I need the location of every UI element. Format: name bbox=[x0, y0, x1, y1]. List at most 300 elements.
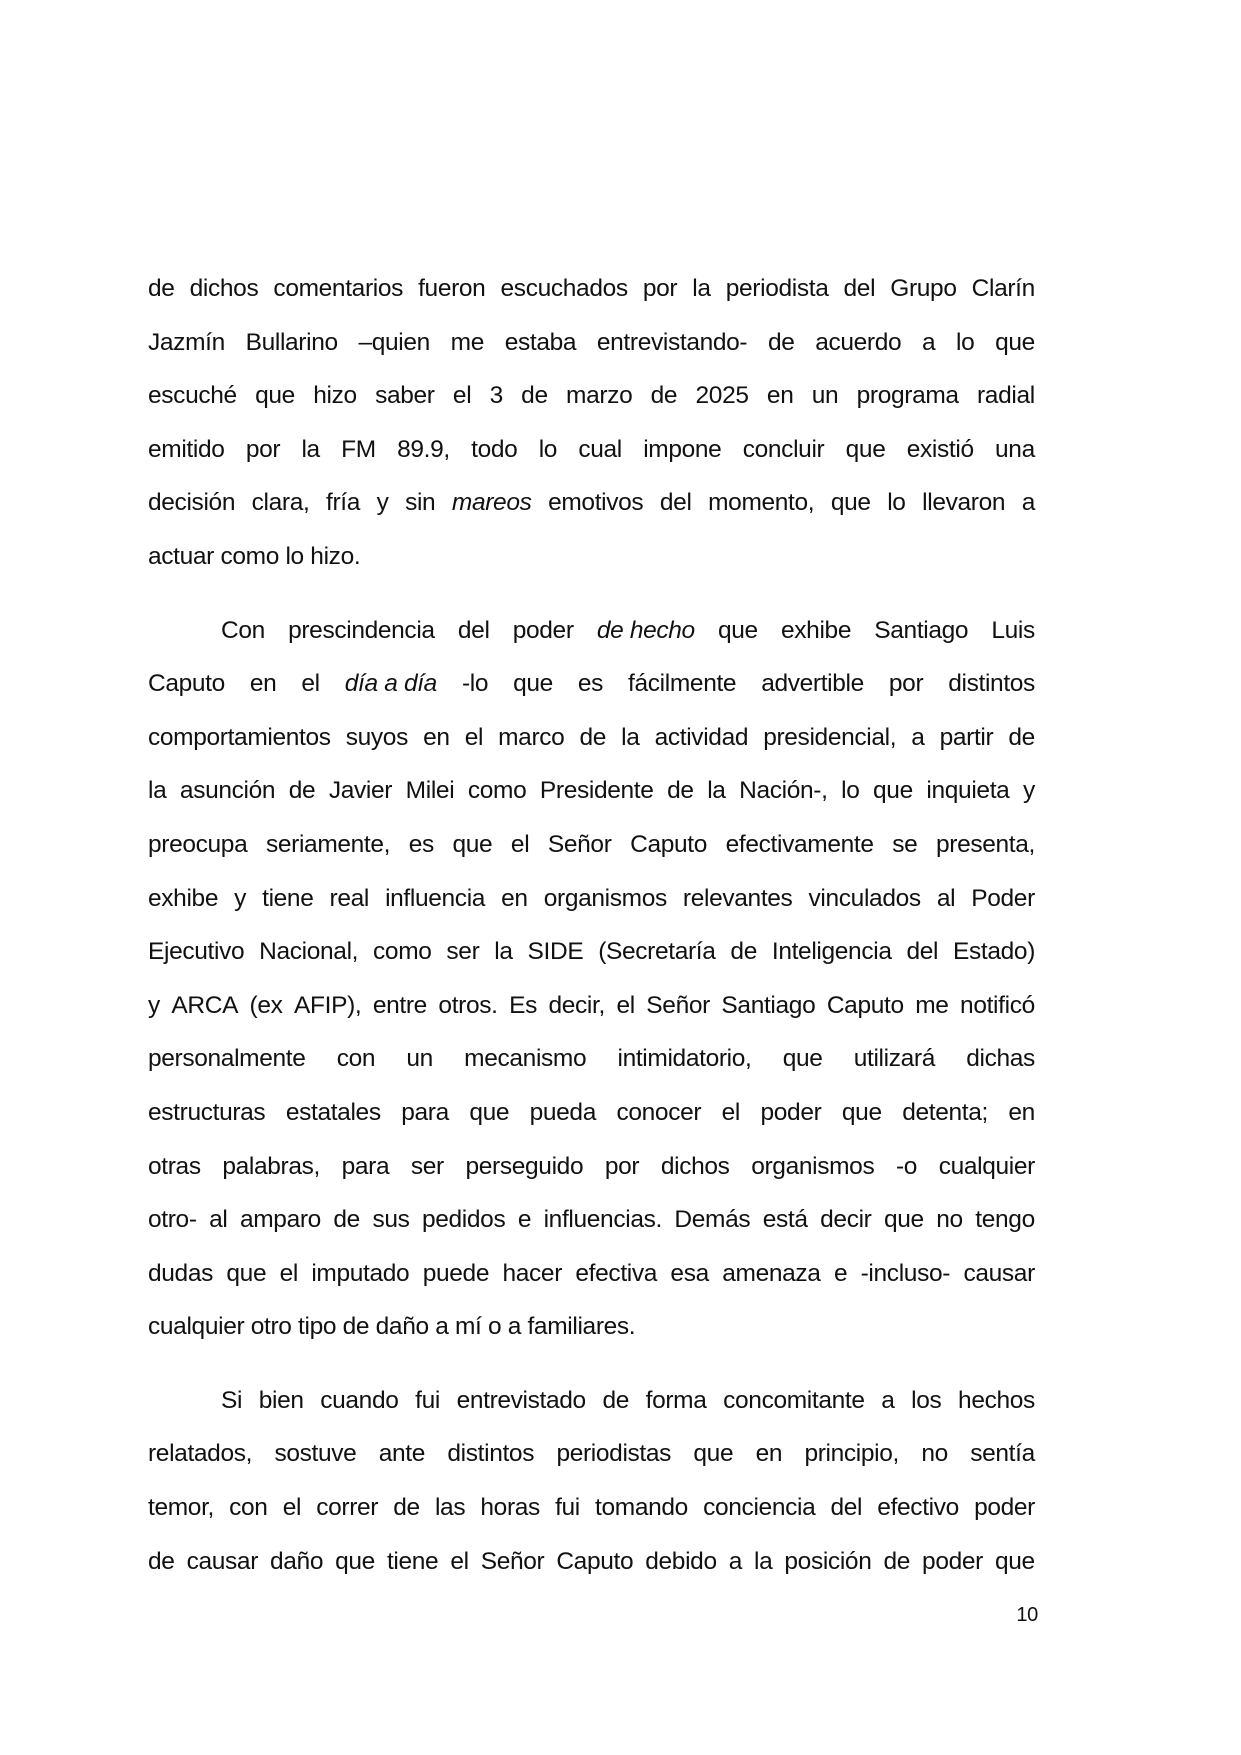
word: esa bbox=[670, 1259, 709, 1287]
word: con bbox=[336, 1045, 376, 1073]
word: que bbox=[883, 1206, 924, 1234]
word: de bbox=[730, 938, 757, 966]
word: –quien bbox=[358, 328, 430, 356]
word: Demás bbox=[674, 1206, 751, 1234]
word: me bbox=[915, 991, 949, 1019]
word: prescindencia bbox=[288, 616, 435, 644]
word: ante bbox=[378, 1440, 426, 1468]
word: que bbox=[226, 1259, 267, 1287]
word: de bbox=[602, 1386, 630, 1414]
word: las bbox=[434, 1494, 466, 1522]
word: para bbox=[341, 1152, 390, 1180]
word: exhibe bbox=[148, 884, 219, 912]
word: dudas bbox=[148, 1259, 214, 1287]
word: que bbox=[994, 1547, 1035, 1575]
word: sentía bbox=[970, 1440, 1035, 1468]
word: entre bbox=[372, 991, 427, 1019]
word: en bbox=[423, 723, 450, 751]
word: el bbox=[279, 1259, 298, 1287]
word: distintos bbox=[447, 1440, 535, 1468]
word: real bbox=[329, 884, 370, 912]
word: efectivo bbox=[877, 1494, 959, 1522]
word: Estado) bbox=[953, 938, 1035, 966]
word: 2025 bbox=[695, 382, 749, 410]
text-line bbox=[148, 1140, 1035, 1194]
word: sin bbox=[405, 489, 436, 517]
document-body bbox=[148, 262, 1035, 1588]
word: dichos bbox=[189, 275, 259, 302]
word: de bbox=[288, 777, 316, 805]
word: por bbox=[888, 670, 924, 698]
word: temor, bbox=[148, 1494, 214, 1522]
word: escuchados bbox=[500, 275, 628, 302]
word: la bbox=[692, 275, 711, 302]
word: de bbox=[650, 382, 678, 410]
text-line bbox=[148, 925, 1035, 979]
word: hizo. bbox=[310, 542, 361, 570]
word: en bbox=[501, 884, 528, 912]
word: el bbox=[452, 382, 472, 410]
text-line bbox=[148, 476, 1035, 530]
text-line bbox=[148, 1086, 1035, 1140]
text-line bbox=[148, 530, 1035, 584]
word: hacer bbox=[502, 1259, 563, 1287]
word: estaba bbox=[504, 328, 577, 356]
text-line bbox=[148, 1535, 1035, 1589]
word: cual bbox=[578, 435, 622, 463]
word: con bbox=[229, 1494, 268, 1522]
word: Caputo bbox=[148, 670, 225, 698]
word: sostuve bbox=[274, 1440, 357, 1468]
word: la bbox=[621, 723, 640, 751]
paragraph-gap bbox=[148, 1354, 1035, 1374]
word: y bbox=[148, 991, 160, 1019]
word: conciencia bbox=[703, 1494, 816, 1522]
word: otro bbox=[250, 1313, 292, 1341]
word: sus bbox=[372, 1206, 410, 1234]
word: Santiago bbox=[874, 616, 969, 644]
word: el bbox=[510, 830, 530, 858]
word: está bbox=[762, 1206, 808, 1234]
word: comportamientos bbox=[148, 723, 331, 751]
word: programa bbox=[856, 382, 959, 410]
word: bien bbox=[258, 1386, 304, 1414]
word: poder bbox=[974, 1494, 1035, 1522]
word: la bbox=[494, 938, 513, 966]
text-line bbox=[148, 764, 1035, 818]
word: utilizará bbox=[853, 1045, 935, 1073]
word: tiene bbox=[386, 1547, 439, 1575]
word: otros. bbox=[438, 991, 498, 1019]
emphasized-word: mareos bbox=[451, 489, 532, 517]
word: a bbox=[507, 1313, 521, 1341]
word: que bbox=[452, 830, 493, 858]
word: de bbox=[883, 1547, 911, 1575]
word: palabras, bbox=[222, 1152, 320, 1180]
word: exhibe bbox=[781, 616, 852, 644]
word: de bbox=[333, 1206, 360, 1234]
word: distintos bbox=[948, 670, 1035, 698]
emphasized-word: día a día bbox=[344, 670, 437, 698]
word: de bbox=[667, 777, 694, 805]
word: es bbox=[408, 830, 434, 858]
word: por bbox=[245, 435, 281, 463]
word: efectiva bbox=[575, 1259, 658, 1287]
word: vinculados bbox=[808, 884, 921, 912]
word: Poder bbox=[971, 884, 1035, 912]
word: relatados, bbox=[148, 1440, 253, 1468]
word: Grupo bbox=[890, 275, 957, 302]
word: para bbox=[401, 1098, 449, 1126]
word: causar bbox=[186, 1547, 258, 1575]
word: debido bbox=[645, 1547, 717, 1575]
word: Luis bbox=[991, 616, 1035, 644]
emphasized-word: de hecho bbox=[596, 616, 695, 644]
word: 3 bbox=[489, 382, 503, 410]
word: hechos bbox=[958, 1386, 1035, 1414]
word: decir bbox=[820, 1206, 872, 1234]
word: la bbox=[754, 1547, 773, 1575]
word: Caputo bbox=[630, 830, 708, 858]
word: conocer bbox=[616, 1098, 702, 1126]
word: a bbox=[728, 1547, 743, 1575]
word: todo bbox=[471, 435, 518, 463]
paragraph-gap bbox=[148, 584, 1035, 604]
word: el bbox=[282, 1494, 302, 1522]
word: e bbox=[833, 1259, 848, 1287]
word: cualquier bbox=[148, 1313, 245, 1341]
word: periodistas bbox=[556, 1440, 672, 1468]
text-line bbox=[148, 979, 1035, 1033]
word: es bbox=[577, 670, 604, 698]
word: que bbox=[513, 670, 553, 698]
word: mí bbox=[454, 1313, 482, 1341]
word: fui bbox=[555, 1494, 580, 1522]
page-number: 10 bbox=[1016, 1604, 1038, 1626]
word: el bbox=[301, 670, 320, 698]
word: una bbox=[995, 435, 1035, 463]
word: llevaron bbox=[922, 489, 1006, 517]
word: un bbox=[406, 1045, 433, 1073]
word: tengo bbox=[975, 1206, 1035, 1234]
word: radial bbox=[977, 382, 1035, 410]
word: tipo bbox=[298, 1313, 337, 1341]
word: se bbox=[892, 830, 918, 858]
word: organismos bbox=[751, 1152, 875, 1180]
text-line bbox=[148, 316, 1035, 370]
word: como bbox=[220, 542, 279, 570]
word: Caputo bbox=[556, 1547, 634, 1575]
word: suyos bbox=[345, 723, 408, 751]
word: fácilmente bbox=[628, 670, 737, 698]
word: lo bbox=[285, 542, 304, 570]
word: acuerdo bbox=[815, 328, 902, 356]
text-line bbox=[148, 1193, 1035, 1247]
word: o bbox=[487, 1313, 502, 1341]
word: ser bbox=[446, 938, 480, 966]
word: otras bbox=[148, 1152, 201, 1180]
word: entrevistado bbox=[456, 1386, 586, 1414]
word: partir bbox=[939, 723, 994, 751]
word: a bbox=[922, 328, 936, 356]
word: la bbox=[148, 777, 167, 805]
word: horas bbox=[480, 1494, 540, 1522]
word: que bbox=[995, 328, 1035, 356]
word: seriamente, bbox=[265, 830, 391, 858]
paragraph bbox=[148, 604, 1035, 1354]
word: que bbox=[255, 382, 295, 410]
word: que bbox=[718, 616, 758, 644]
word: al bbox=[936, 884, 956, 912]
word: ser bbox=[410, 1152, 444, 1180]
word: forma bbox=[645, 1386, 707, 1414]
word: el bbox=[721, 1098, 741, 1126]
text-line bbox=[148, 369, 1035, 423]
text-line bbox=[148, 1247, 1035, 1301]
word: a bbox=[911, 723, 925, 751]
word: a bbox=[435, 1313, 449, 1341]
word: advertible bbox=[761, 670, 864, 698]
word: concluir bbox=[742, 435, 825, 463]
text-line bbox=[148, 1300, 1035, 1354]
word: fueron bbox=[418, 275, 486, 302]
word: emotivos bbox=[548, 489, 644, 517]
word: Inteligencia bbox=[771, 938, 892, 966]
word: otro- bbox=[148, 1206, 197, 1234]
word: relevantes bbox=[682, 884, 793, 912]
word: a bbox=[1021, 489, 1035, 517]
word: -incluso- bbox=[860, 1259, 951, 1287]
word: de bbox=[767, 328, 795, 356]
word: FM bbox=[341, 435, 376, 463]
word: lo bbox=[955, 328, 975, 356]
word: en bbox=[1008, 1098, 1035, 1126]
word: intimidatorio, bbox=[617, 1045, 752, 1073]
word: puede bbox=[422, 1259, 490, 1287]
word: que bbox=[873, 777, 913, 805]
word: no bbox=[936, 1206, 963, 1234]
word: del bbox=[659, 489, 692, 517]
word: por bbox=[604, 1152, 640, 1180]
word: SIDE bbox=[527, 938, 584, 966]
word: imputado bbox=[311, 1259, 410, 1287]
word: Bullarino bbox=[245, 328, 338, 356]
word: la bbox=[301, 435, 320, 463]
word: presidencial, bbox=[763, 723, 897, 751]
word: que bbox=[841, 1098, 882, 1126]
word: Es bbox=[509, 991, 537, 1019]
word: hizo bbox=[313, 382, 357, 410]
word: tomando bbox=[595, 1494, 688, 1522]
word: como bbox=[467, 777, 527, 805]
word: pedidos bbox=[421, 1206, 506, 1234]
word: correr bbox=[316, 1494, 379, 1522]
word: pueda bbox=[529, 1098, 596, 1126]
word: familiares. bbox=[527, 1313, 636, 1341]
word: presenta, bbox=[935, 830, 1035, 858]
word: en bbox=[249, 670, 277, 698]
text-line bbox=[148, 711, 1035, 765]
word: marco bbox=[498, 723, 565, 751]
text-line bbox=[148, 604, 1035, 658]
word: los bbox=[911, 1386, 942, 1414]
word: poder bbox=[760, 1098, 822, 1126]
word: principio, bbox=[804, 1440, 900, 1468]
text-line bbox=[148, 818, 1035, 872]
word: causar bbox=[963, 1259, 1035, 1287]
paragraph bbox=[148, 262, 1035, 584]
word: Con bbox=[221, 616, 265, 644]
word: cualquier bbox=[938, 1152, 1035, 1180]
word: Javier bbox=[328, 777, 393, 805]
word: daño bbox=[375, 1313, 429, 1341]
word: -lo bbox=[461, 670, 489, 698]
word: notificó bbox=[960, 991, 1035, 1019]
word: entrevistando- bbox=[596, 328, 748, 356]
word: me bbox=[450, 328, 484, 356]
word: y bbox=[234, 884, 247, 912]
word: actuar bbox=[148, 542, 214, 570]
word: que bbox=[335, 1547, 375, 1575]
word: el bbox=[464, 723, 484, 751]
paragraph bbox=[148, 1374, 1035, 1588]
word: poder bbox=[922, 1547, 983, 1575]
word: un bbox=[811, 382, 839, 410]
word: Caputo bbox=[826, 991, 904, 1019]
word: clara, bbox=[251, 489, 310, 517]
word: comentarios bbox=[273, 275, 404, 302]
word: (Secretaría bbox=[598, 938, 716, 966]
word: tiene bbox=[262, 884, 314, 912]
word: y bbox=[376, 489, 389, 517]
text-line bbox=[148, 872, 1035, 926]
word: 89.9, bbox=[397, 435, 450, 463]
word: de bbox=[148, 1547, 175, 1575]
word: Clarín bbox=[971, 275, 1035, 302]
word: lo bbox=[887, 489, 906, 517]
word: del bbox=[843, 275, 876, 302]
word: influencia bbox=[385, 884, 486, 912]
text-line bbox=[148, 423, 1035, 477]
word: fui bbox=[415, 1386, 440, 1414]
word: Presidente bbox=[539, 777, 654, 805]
word: decir, bbox=[548, 991, 605, 1019]
word: que bbox=[830, 489, 871, 517]
word: en bbox=[755, 1440, 783, 1468]
word: por bbox=[642, 275, 678, 302]
word: preocupa bbox=[148, 830, 248, 858]
word: el bbox=[450, 1547, 469, 1575]
word: como bbox=[373, 938, 432, 966]
word: a bbox=[881, 1386, 895, 1414]
word: Milei bbox=[405, 777, 455, 805]
word: actividad bbox=[654, 723, 749, 751]
word: poder bbox=[512, 616, 574, 644]
word: el bbox=[616, 991, 635, 1019]
word: de bbox=[342, 1313, 370, 1341]
text-line bbox=[148, 1032, 1035, 1086]
word: decisión bbox=[148, 489, 236, 517]
word: emitido bbox=[148, 435, 225, 463]
word: mecanismo bbox=[464, 1045, 587, 1073]
text-line bbox=[148, 262, 1035, 316]
word: personalmente bbox=[148, 1045, 306, 1073]
word: escuché bbox=[148, 382, 237, 410]
word: Señor bbox=[547, 830, 612, 858]
text-line bbox=[148, 1481, 1035, 1535]
word: perseguido bbox=[465, 1152, 584, 1180]
word: Nación-, bbox=[739, 777, 828, 805]
word: y bbox=[1022, 777, 1035, 805]
word: ARCA bbox=[171, 991, 239, 1019]
word: de bbox=[148, 275, 175, 302]
word: fría bbox=[326, 489, 361, 517]
word: lo bbox=[538, 435, 558, 463]
word: lo bbox=[841, 777, 860, 805]
word: dichos bbox=[660, 1152, 730, 1180]
word: amenaza bbox=[722, 1259, 821, 1287]
word: influencias. bbox=[543, 1206, 662, 1234]
text-line bbox=[148, 1374, 1035, 1428]
word: Señor bbox=[646, 991, 710, 1019]
word: cuando bbox=[320, 1386, 399, 1414]
word: concomitante bbox=[723, 1386, 865, 1414]
word: periodista bbox=[725, 275, 829, 302]
word: la bbox=[707, 777, 726, 805]
word: saber bbox=[375, 382, 435, 410]
word: -o bbox=[895, 1152, 918, 1180]
word: del bbox=[830, 1494, 863, 1522]
word: (ex bbox=[249, 991, 283, 1019]
word: inquieta bbox=[926, 777, 1010, 805]
word: dichas bbox=[966, 1045, 1035, 1073]
word: que bbox=[469, 1098, 510, 1126]
word: estatales bbox=[285, 1098, 381, 1126]
word: efectivamente bbox=[725, 830, 874, 858]
word: Ejecutivo bbox=[148, 938, 245, 966]
word: no bbox=[921, 1440, 948, 1468]
word: en bbox=[766, 382, 794, 410]
word: marzo bbox=[566, 382, 633, 410]
word: Señor bbox=[480, 1547, 545, 1575]
word: de bbox=[393, 1494, 420, 1522]
word: daño bbox=[270, 1547, 324, 1575]
word: de bbox=[579, 723, 607, 751]
word: Santiago bbox=[721, 991, 816, 1019]
word: detenta; bbox=[902, 1098, 988, 1126]
word: de bbox=[521, 382, 548, 410]
word: estructuras bbox=[148, 1098, 266, 1126]
word: al bbox=[209, 1206, 228, 1234]
text-line bbox=[148, 657, 1035, 711]
word: de bbox=[1008, 723, 1035, 751]
word: del bbox=[457, 616, 490, 644]
word: Nacional, bbox=[259, 938, 359, 966]
word: existió bbox=[906, 435, 974, 463]
text-line bbox=[148, 1427, 1035, 1481]
word: posición bbox=[784, 1547, 872, 1575]
word: organismos bbox=[543, 884, 667, 912]
word: que bbox=[693, 1440, 734, 1468]
word: amparo bbox=[239, 1206, 321, 1234]
word: asunción bbox=[179, 777, 276, 805]
word: del bbox=[906, 938, 939, 966]
word: impone bbox=[643, 435, 722, 463]
word: e bbox=[517, 1206, 532, 1234]
word: que bbox=[782, 1045, 823, 1073]
word: Jazmín bbox=[148, 328, 225, 356]
word: que bbox=[845, 435, 886, 463]
